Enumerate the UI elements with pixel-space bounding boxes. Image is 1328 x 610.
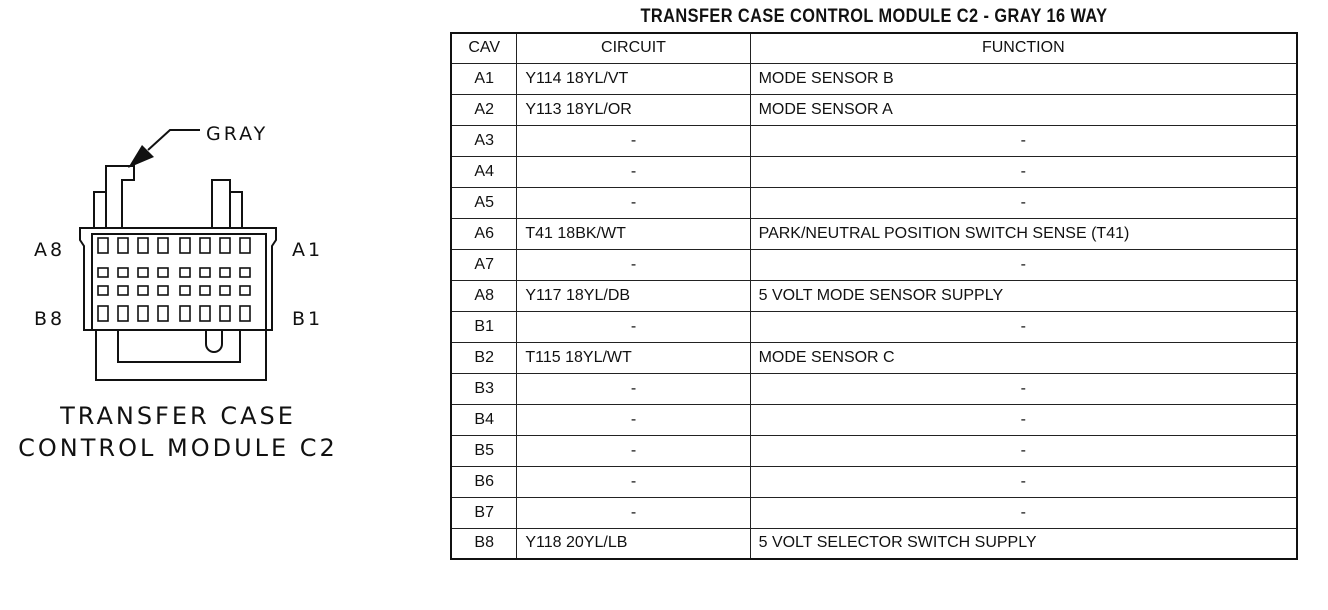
cav-cell: A4 bbox=[451, 156, 517, 187]
cavity bbox=[98, 286, 108, 295]
function-cell: - bbox=[750, 187, 1297, 218]
cavity bbox=[158, 268, 168, 277]
cav-cell: B1 bbox=[451, 311, 517, 342]
function-cell: - bbox=[750, 497, 1297, 528]
header-circuit: CIRCUIT bbox=[517, 33, 750, 63]
header-cav: CAV bbox=[451, 33, 517, 63]
caption-line-2: CONTROL MODULE C2 bbox=[18, 434, 338, 462]
cav-cell: A1 bbox=[451, 63, 517, 94]
cav-cell: A2 bbox=[451, 94, 517, 125]
cavity bbox=[240, 306, 250, 321]
circuit-cell: - bbox=[517, 187, 750, 218]
cavity bbox=[118, 286, 128, 295]
circuit-cell: - bbox=[517, 435, 750, 466]
circuit-cell: Y118 20YL/LB bbox=[517, 528, 750, 559]
cavity bbox=[220, 238, 230, 253]
table-row bbox=[451, 342, 1297, 373]
table-row bbox=[451, 311, 1297, 342]
circuit-cell: - bbox=[517, 497, 750, 528]
cav-cell: B8 bbox=[451, 528, 517, 559]
cavity bbox=[220, 306, 230, 321]
cav-cell: A3 bbox=[451, 125, 517, 156]
function-cell: - bbox=[750, 249, 1297, 280]
cavity bbox=[180, 286, 190, 295]
cavity bbox=[240, 238, 250, 253]
cavity bbox=[180, 238, 190, 253]
table-title: TRANSFER CASE CONTROL MODULE C2 - GRAY 16 WAY bbox=[640, 6, 1108, 27]
table-row bbox=[451, 63, 1297, 94]
cavity bbox=[118, 268, 128, 277]
circuit-cell: T115 18YL/WT bbox=[517, 342, 750, 373]
cavity bbox=[180, 306, 190, 321]
pinout-table bbox=[450, 32, 1298, 560]
table-row bbox=[451, 497, 1297, 528]
connector-body bbox=[80, 166, 276, 380]
label-b1: B1 bbox=[292, 308, 324, 330]
cav-cell: A8 bbox=[451, 280, 517, 311]
function-cell: - bbox=[750, 156, 1297, 187]
function-cell: - bbox=[750, 435, 1297, 466]
cavity bbox=[98, 306, 108, 321]
leader-line bbox=[148, 130, 200, 150]
circuit-cell: - bbox=[517, 466, 750, 497]
function-cell: - bbox=[750, 373, 1297, 404]
table-row bbox=[451, 218, 1297, 249]
label-a8: A8 bbox=[34, 239, 66, 261]
function-cell: - bbox=[750, 404, 1297, 435]
connector-diagram bbox=[0, 0, 430, 610]
cavity bbox=[200, 238, 210, 253]
table-row bbox=[451, 156, 1297, 187]
cavity bbox=[240, 268, 250, 277]
cav-cell: B6 bbox=[451, 466, 517, 497]
circuit-cell: - bbox=[517, 249, 750, 280]
cavity bbox=[180, 268, 190, 277]
function-cell: 5 VOLT MODE SENSOR SUPPLY bbox=[750, 280, 1297, 311]
function-cell: 5 VOLT SELECTOR SWITCH SUPPLY bbox=[750, 528, 1297, 559]
circuit-cell: Y113 18YL/OR bbox=[517, 94, 750, 125]
cavity bbox=[158, 286, 168, 295]
function-cell: MODE SENSOR A bbox=[750, 94, 1297, 125]
table-row bbox=[451, 187, 1297, 218]
table-row bbox=[451, 125, 1297, 156]
table-row bbox=[451, 466, 1297, 497]
table-row bbox=[451, 528, 1297, 559]
circuit-cell: Y117 18YL/DB bbox=[517, 280, 750, 311]
color-label: GRAY bbox=[206, 123, 269, 145]
cavity bbox=[200, 306, 210, 321]
header-row bbox=[451, 33, 1297, 63]
function-cell: MODE SENSOR B bbox=[750, 63, 1297, 94]
label-a1: A1 bbox=[292, 239, 324, 261]
function-cell: MODE SENSOR C bbox=[750, 342, 1297, 373]
cavity bbox=[240, 286, 250, 295]
label-b8: B8 bbox=[34, 308, 66, 330]
cavity-grid bbox=[98, 238, 250, 321]
cavity bbox=[158, 306, 168, 321]
cavity bbox=[138, 306, 148, 321]
function-cell: - bbox=[750, 466, 1297, 497]
cavity bbox=[138, 238, 148, 253]
cavity bbox=[220, 286, 230, 295]
cavity bbox=[98, 238, 108, 253]
header-function: FUNCTION bbox=[750, 33, 1297, 63]
table-row bbox=[451, 435, 1297, 466]
cav-cell: B5 bbox=[451, 435, 517, 466]
cav-cell: A5 bbox=[451, 187, 517, 218]
table-row bbox=[451, 404, 1297, 435]
cavity bbox=[158, 238, 168, 253]
cav-cell: B4 bbox=[451, 404, 517, 435]
function-cell: - bbox=[750, 311, 1297, 342]
circuit-cell: - bbox=[517, 373, 750, 404]
circuit-cell: - bbox=[517, 404, 750, 435]
circuit-cell: - bbox=[517, 125, 750, 156]
cav-cell: B2 bbox=[451, 342, 517, 373]
circuit-cell: T41 18BK/WT bbox=[517, 218, 750, 249]
table-row bbox=[451, 249, 1297, 280]
cavity bbox=[200, 268, 210, 277]
circuit-cell: - bbox=[517, 311, 750, 342]
cavity bbox=[138, 286, 148, 295]
table-row bbox=[451, 373, 1297, 404]
circuit-cell: - bbox=[517, 156, 750, 187]
cav-cell: B7 bbox=[451, 497, 517, 528]
table-row bbox=[451, 94, 1297, 125]
cavity bbox=[138, 268, 148, 277]
caption-line-1: TRANSFER CASE bbox=[60, 402, 296, 430]
circuit-cell: Y114 18YL/VT bbox=[517, 63, 750, 94]
cav-cell: B3 bbox=[451, 373, 517, 404]
function-cell: - bbox=[750, 125, 1297, 156]
cav-cell: A6 bbox=[451, 218, 517, 249]
cav-cell: A7 bbox=[451, 249, 517, 280]
function-cell: PARK/NEUTRAL POSITION SWITCH SENSE (T41) bbox=[750, 218, 1297, 249]
cavity bbox=[118, 306, 128, 321]
cavity bbox=[220, 268, 230, 277]
table-row bbox=[451, 280, 1297, 311]
cavity bbox=[118, 238, 128, 253]
cavity bbox=[98, 268, 108, 277]
cavity bbox=[200, 286, 210, 295]
